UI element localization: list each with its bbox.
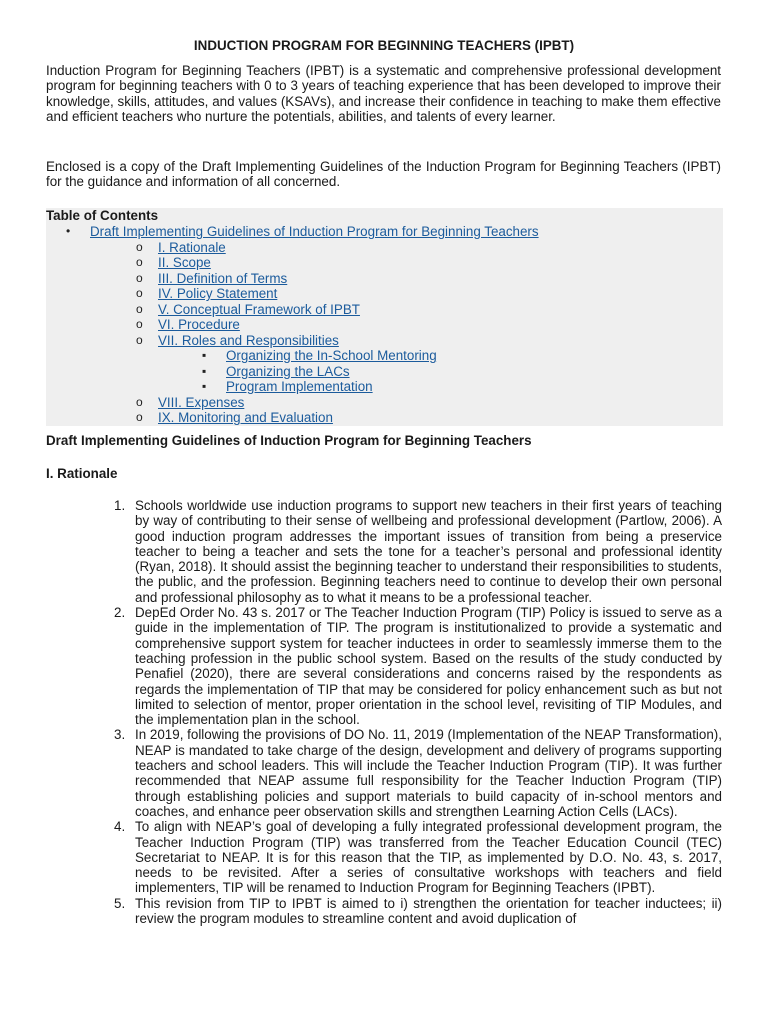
circle-bullet-icon: o: [136, 332, 143, 347]
toc-link-policy-statement[interactable]: IV. Policy Statement: [158, 286, 278, 301]
toc-item: [136, 240, 226, 255]
toc-link-conceptual-framework[interactable]: V. Conceptual Framework of IPBT: [158, 301, 360, 317]
circle-bullet-icon: o: [136, 286, 143, 300]
toc-link-program-implementation[interactable]: Program Implementation: [226, 379, 373, 394]
circle-bullet-icon: o: [136, 394, 143, 409]
list-item: 2. DepEd Order No. 43 s. 2017 or The Teacher Induction Program (TIP) Policy is issued to serve as a guide in the implementation of TIP. The program is institutionalized to provide a systematic and comprehensive support system for teacher inductees in order to seamlessly immerse them to the teaching profession in the public school system. Based on the results of the study conducted by Penafiel (2020), there are several considerations and concerns raised by the respondents as regards the implementation of TIP that may be considered for policy enhancement such as but not limited to selection of mentor, proper orientation in the school level, revisiting of TIP Modules, and the implementation plan in the school.: [114, 605, 722, 728]
square-bullet-icon: ▪: [202, 363, 207, 378]
toc-item: [136, 271, 287, 286]
toc-item: [136, 317, 240, 332]
toc-subitem: [202, 379, 373, 394]
enclosed-paragraph: Enclosed is a copy of the Draft Implementing Guidelines of the Induction Program for Beginning Teachers (IPBT) for the guidance and information of all concerned.: [46, 159, 721, 190]
toc-link-main[interactable]: Draft Implementing Guidelines of Induction Program for Beginning Teachers: [90, 224, 539, 239]
square-bullet-icon: ▪: [202, 379, 207, 393]
circle-bullet-icon: o: [136, 270, 143, 285]
toc-link-in-school-mentoring[interactable]: Organizing the In-School Mentoring: [226, 348, 437, 363]
rationale-list: [114, 498, 722, 926]
circle-bullet-icon: o: [136, 317, 143, 331]
toc-item: [136, 333, 339, 348]
toc-item: [136, 395, 244, 410]
list-item: 1. Schools worldwide use induction programs to support new teachers in their first years of teaching by way of contributing to their sense of wellbeing and professional development (Partlow, 2006). A good induction program addresses the important issues of transition from being a preservice teacher to being a teacher and sets the tone for a teacher’s personal and professional identity (Ryan, 2018). It should assist the beginning teacher to understand their responsibilities to students, the public, and the profession. Beginning teachers need to continue to develop their own personal and professional philosophy as to what it means to be a professional teacher.: [114, 498, 722, 605]
table-of-contents: [46, 208, 723, 426]
guidelines-heading: Draft Implementing Guidelines of Induction Program for Beginning Teachers: [46, 433, 532, 448]
toc-link-rationale[interactable]: I. Rationale: [158, 239, 226, 255]
toc-link-lacs[interactable]: Organizing the LACs: [226, 363, 350, 379]
toc-item: [136, 286, 277, 301]
list-item: 4. To align with NEAP’s goal of developing a fully integrated professional development program, the Teacher Induction Program (TIP) was transferred from the Teacher Education Council (TEC) Secretariat to NEAP. It is for this reason that the TIP, as implemented by D.O. No. 43, s. 2017, needs to be revisited. After a series of consultative workshops with teachers and field implementers, TIP will be renamed to Induction Program for Beginning Teachers (IPBT).: [114, 819, 722, 896]
toc-item: [136, 410, 333, 425]
circle-bullet-icon: o: [136, 239, 143, 254]
toc-link-procedure[interactable]: VI. Procedure: [158, 317, 240, 332]
circle-bullet-icon: o: [136, 410, 143, 424]
toc-link-scope[interactable]: II. Scope: [158, 255, 211, 270]
circle-bullet-icon: o: [136, 255, 143, 269]
toc-link-roles-and-responsibilities[interactable]: VII. Roles and Responsibilities: [158, 332, 339, 348]
intro-paragraph: Induction Program for Beginning Teachers (IPBT) is a systematic and comprehensive professional development program for beginning teachers with 0 to 3 years of teaching experience that has been developed to improve their knowledge, skills, attitudes, and values (KSAVs), and increase their confidence in teaching to make them effective and efficient teachers who nurture the potentials, abilities, and talents of every learner.: [46, 63, 721, 124]
toc-link-monitoring-and-evaluation[interactable]: IX. Monitoring and Evaluation: [158, 410, 333, 425]
toc-subitem: [202, 364, 350, 379]
list-item: 3. In 2019, following the provisions of DO No. 11, 2019 (Implementation of the NEAP Transformation), NEAP is mandated to take charge of the design, development and delivery of programs supporting teachers and school leaders. This will include the Teacher Induction Program (TIP). It was further recommended that NEAP assume full responsibility for the Teacher Induction Program (TIP) through establishing policies and support materials to build capacity of in-school mentors and coaches, and enhance peer observation skills and strengthen Learning Action Cells (LACs).: [114, 727, 722, 819]
toc-link-definition-of-terms[interactable]: III. Definition of Terms: [158, 270, 288, 286]
toc-heading: Table of Contents: [46, 208, 159, 223]
toc-item: [136, 255, 211, 270]
toc-item-main: [66, 224, 539, 239]
list-item: 5. This revision from TIP to IPBT is aimed to i) strengthen the orientation for teacher inductees; ii) review the program modules to streamline content and avoid duplication of: [114, 895, 722, 927]
toc-link-expenses[interactable]: VIII. Expenses: [158, 394, 245, 410]
document-title: INDUCTION PROGRAM FOR BEGINNING TEACHERS (IPBT): [193, 38, 575, 53]
rationale-heading: I. Rationale: [46, 466, 118, 481]
toc-item: [136, 302, 360, 317]
circle-bullet-icon: o: [136, 301, 143, 316]
toc-subitem: [202, 348, 437, 363]
square-bullet-icon: ▪: [202, 348, 207, 362]
disc-bullet-icon: •: [66, 224, 71, 238]
